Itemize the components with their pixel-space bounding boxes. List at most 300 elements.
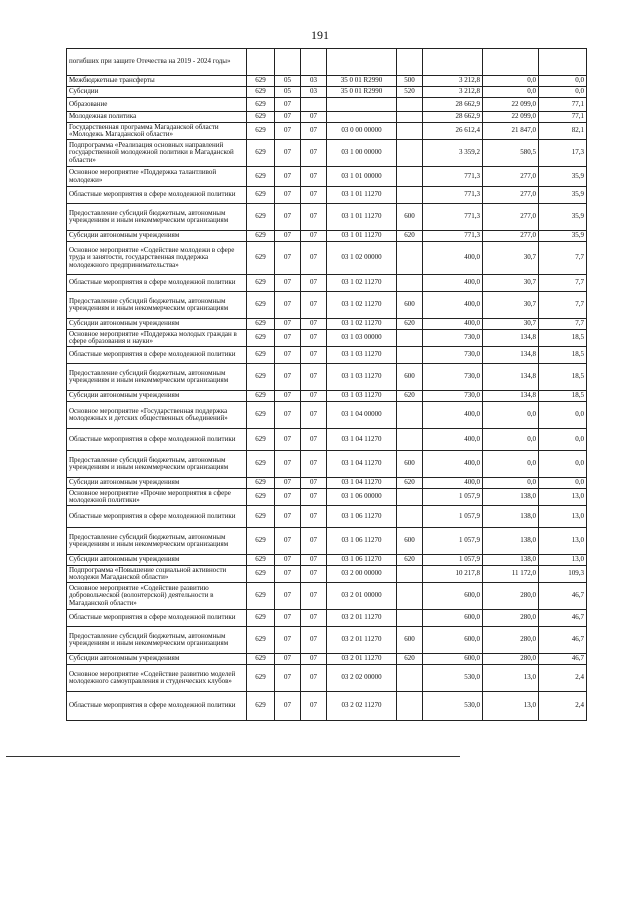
target-article-code: 03 1 03 11270 (327, 391, 397, 402)
section-code: 07 (275, 231, 301, 242)
table-row (67, 566, 587, 583)
executed-amount: 134,8 (483, 391, 539, 402)
table-body (67, 49, 587, 721)
subsection-code: 07 (301, 123, 327, 140)
target-article-code (327, 112, 397, 123)
execution-percent: 13,0 (539, 489, 587, 506)
ved-code: 629 (247, 87, 275, 98)
section-code: 07 (275, 391, 301, 402)
section-code: 07 (275, 528, 301, 555)
target-article-code (327, 98, 397, 112)
table-row (67, 654, 587, 665)
row-name: Молодежная политика (67, 112, 247, 123)
planned-amount: 1 057,9 (423, 528, 483, 555)
section-code: 07 (275, 610, 301, 627)
expense-type-code (397, 112, 423, 123)
executed-amount: 277,0 (483, 231, 539, 242)
section-code: 07 (275, 292, 301, 319)
subsection-code: 07 (301, 140, 327, 167)
planned-amount: 771,3 (423, 231, 483, 242)
expense-type-code (397, 429, 423, 451)
subsection-code: 07 (301, 204, 327, 231)
executed-amount: 22 099,0 (483, 98, 539, 112)
executed-amount: 138,0 (483, 528, 539, 555)
execution-percent: 0,0 (539, 87, 587, 98)
ved-code: 629 (247, 528, 275, 555)
table-row (67, 123, 587, 140)
section-code: 07 (275, 364, 301, 391)
table-row (67, 98, 587, 112)
subsection-code: 07 (301, 319, 327, 330)
row-name: Основное мероприятие «Государственная поддержка молодежных и детских общественных объединений» (67, 402, 247, 429)
execution-percent: 7,7 (539, 275, 587, 292)
planned-amount: 1 057,9 (423, 555, 483, 566)
target-article-code: 03 1 03 11270 (327, 364, 397, 391)
table-row (67, 364, 587, 391)
ved-code: 629 (247, 187, 275, 204)
expense-type-code (397, 140, 423, 167)
row-name: Подпрограмма «Реализация основных направлений государственной молодежной политики в Магаданской области» (67, 140, 247, 167)
table-row (67, 692, 587, 721)
target-article-code: 03 1 02 00000 (327, 242, 397, 275)
subsection-code: 07 (301, 489, 327, 506)
subsection-code: 03 (301, 87, 327, 98)
row-name: Основное мероприятие «Содействие развитию моделей молодежного самоуправления и студенческих клубов» (67, 665, 247, 692)
executed-amount: 138,0 (483, 489, 539, 506)
executed-amount: 0,0 (483, 429, 539, 451)
section-code: 07 (275, 429, 301, 451)
subsection-code: 07 (301, 330, 327, 347)
target-article-code: 03 1 06 11270 (327, 555, 397, 566)
target-article-code: 03 1 03 00000 (327, 330, 397, 347)
planned-amount: 530,0 (423, 692, 483, 721)
target-article-code: 03 2 02 00000 (327, 665, 397, 692)
table-row (67, 187, 587, 204)
row-name: Предоставление субсидий бюджетным, автономным учреждениям и иным некоммерческим организациям (67, 528, 247, 555)
execution-percent: 0,0 (539, 451, 587, 478)
section-code: 07 (275, 489, 301, 506)
row-name: Предоставление субсидий бюджетным, автономным учреждениям и иным некоммерческим организациям (67, 292, 247, 319)
row-name: Предоставление субсидий бюджетным, автономным учреждениям и иным некоммерческим организациям (67, 204, 247, 231)
ved-code: 629 (247, 167, 275, 187)
row-name: Межбюджетные трансферты (67, 76, 247, 87)
target-article-code: 03 1 00 00000 (327, 140, 397, 167)
expense-type-code: 620 (397, 391, 423, 402)
table-row (67, 478, 587, 489)
ved-code: 629 (247, 204, 275, 231)
expense-type-code: 600 (397, 292, 423, 319)
expense-type-code: 600 (397, 627, 423, 654)
section-code: 07 (275, 275, 301, 292)
planned-amount: 400,0 (423, 451, 483, 478)
section-code (275, 49, 301, 76)
execution-percent: 46,7 (539, 583, 587, 610)
expense-type-code: 520 (397, 87, 423, 98)
ved-code (247, 49, 275, 76)
budget-table (66, 48, 587, 721)
subsection-code: 07 (301, 275, 327, 292)
row-name: Субсидии автономным учреждениям (67, 319, 247, 330)
target-article-code: 03 1 03 11270 (327, 347, 397, 364)
subsection-code: 03 (301, 76, 327, 87)
section-code: 07 (275, 167, 301, 187)
subsection-code: 07 (301, 242, 327, 275)
ved-code: 629 (247, 506, 275, 528)
ved-code: 629 (247, 319, 275, 330)
subsection-code: 07 (301, 692, 327, 721)
subsection-code (301, 98, 327, 112)
section-code: 07 (275, 347, 301, 364)
table-row (67, 112, 587, 123)
target-article-code: 03 1 06 11270 (327, 528, 397, 555)
target-article-code: 03 1 04 00000 (327, 402, 397, 429)
row-name: Областные мероприятия в сфере молодежной политики (67, 347, 247, 364)
execution-percent: 18,5 (539, 391, 587, 402)
page-number: 191 (311, 28, 329, 42)
planned-amount: 400,0 (423, 242, 483, 275)
ved-code: 629 (247, 112, 275, 123)
row-name: Субсидии (67, 87, 247, 98)
row-name: погибших при защите Отечества на 2019 - 2024 годы» (67, 49, 247, 76)
section-code: 07 (275, 242, 301, 275)
table-row (67, 555, 587, 566)
execution-percent: 0,0 (539, 429, 587, 451)
target-article-code: 03 1 06 11270 (327, 506, 397, 528)
table-row (67, 665, 587, 692)
executed-amount: 11 172,0 (483, 566, 539, 583)
row-name: Субсидии автономным учреждениям (67, 478, 247, 489)
expense-type-code (397, 330, 423, 347)
execution-percent: 109,3 (539, 566, 587, 583)
execution-percent: 7,7 (539, 242, 587, 275)
row-name: Основное мероприятие «Поддержка молодых граждан в сфере образования и науки» (67, 330, 247, 347)
planned-amount: 730,0 (423, 330, 483, 347)
expense-type-code (397, 275, 423, 292)
planned-amount: 1 057,9 (423, 489, 483, 506)
section-code: 07 (275, 583, 301, 610)
table-row (67, 330, 587, 347)
section-code: 07 (275, 566, 301, 583)
subsection-code: 07 (301, 555, 327, 566)
target-article-code: 03 2 00 00000 (327, 566, 397, 583)
ved-code: 629 (247, 76, 275, 87)
section-code: 05 (275, 87, 301, 98)
expense-type-code (397, 167, 423, 187)
execution-percent: 77,1 (539, 98, 587, 112)
row-name: Субсидии автономным учреждениям (67, 654, 247, 665)
subsection-code: 07 (301, 566, 327, 583)
section-code: 07 (275, 204, 301, 231)
planned-amount (423, 49, 483, 76)
executed-amount: 280,0 (483, 654, 539, 665)
planned-amount: 400,0 (423, 292, 483, 319)
subsection-code: 07 (301, 583, 327, 610)
footer-rule (6, 756, 460, 757)
expense-type-code (397, 665, 423, 692)
row-name: Областные мероприятия в сфере молодежной политики (67, 610, 247, 627)
section-code: 07 (275, 451, 301, 478)
planned-amount: 600,0 (423, 654, 483, 665)
subsection-code (301, 49, 327, 76)
ved-code: 629 (247, 489, 275, 506)
planned-amount: 3 359,2 (423, 140, 483, 167)
section-code: 07 (275, 319, 301, 330)
row-name: Основное мероприятие «Содействие развитию добровольческой (волонтерской) деятельности в Магаданской области» (67, 583, 247, 610)
section-code: 07 (275, 555, 301, 566)
section-code: 07 (275, 692, 301, 721)
target-article-code: 03 1 04 11270 (327, 429, 397, 451)
row-name: Основное мероприятие «Прочие мероприятия в сфере молодежной политики» (67, 489, 247, 506)
planned-amount: 400,0 (423, 478, 483, 489)
ved-code: 629 (247, 364, 275, 391)
subsection-code: 07 (301, 347, 327, 364)
planned-amount: 400,0 (423, 429, 483, 451)
expense-type-code (397, 123, 423, 140)
section-code: 07 (275, 112, 301, 123)
expense-type-code: 620 (397, 555, 423, 566)
planned-amount: 1 057,9 (423, 506, 483, 528)
target-article-code: 35 0 01 R2990 (327, 76, 397, 87)
execution-percent: 13,0 (539, 528, 587, 555)
table-row (67, 610, 587, 627)
ved-code: 629 (247, 98, 275, 112)
planned-amount: 771,3 (423, 187, 483, 204)
target-article-code: 03 1 01 11270 (327, 187, 397, 204)
expense-type-code (397, 402, 423, 429)
target-article-code: 03 2 01 11270 (327, 627, 397, 654)
ved-code: 629 (247, 610, 275, 627)
table-row (67, 319, 587, 330)
expense-type-code (397, 98, 423, 112)
table-row (67, 391, 587, 402)
target-article-code: 03 1 04 11270 (327, 451, 397, 478)
planned-amount: 26 612,4 (423, 123, 483, 140)
executed-amount: 13,0 (483, 692, 539, 721)
expense-type-code (397, 583, 423, 610)
execution-percent: 18,5 (539, 347, 587, 364)
subsection-code: 07 (301, 528, 327, 555)
subsection-code: 07 (301, 167, 327, 187)
section-code: 07 (275, 140, 301, 167)
planned-amount: 600,0 (423, 583, 483, 610)
row-name: Субсидии автономным учреждениям (67, 555, 247, 566)
executed-amount: 277,0 (483, 167, 539, 187)
execution-percent: 13,0 (539, 506, 587, 528)
row-name: Областные мероприятия в сфере молодежной политики (67, 506, 247, 528)
planned-amount: 771,3 (423, 204, 483, 231)
executed-amount: 580,5 (483, 140, 539, 167)
executed-amount: 277,0 (483, 187, 539, 204)
table-row (67, 49, 587, 76)
execution-percent: 18,5 (539, 330, 587, 347)
executed-amount (483, 49, 539, 76)
executed-amount: 0,0 (483, 478, 539, 489)
ved-code: 629 (247, 330, 275, 347)
expense-type-code: 600 (397, 528, 423, 555)
execution-percent: 77,1 (539, 112, 587, 123)
planned-amount: 3 212,8 (423, 76, 483, 87)
planned-amount: 730,0 (423, 364, 483, 391)
row-name: Предоставление субсидий бюджетным, автономным учреждениям и иным некоммерческим организациям (67, 364, 247, 391)
section-code: 07 (275, 478, 301, 489)
subsection-code: 07 (301, 654, 327, 665)
execution-percent: 0,0 (539, 402, 587, 429)
expense-type-code: 600 (397, 204, 423, 231)
executed-amount: 30,7 (483, 292, 539, 319)
executed-amount: 22 099,0 (483, 112, 539, 123)
executed-amount: 280,0 (483, 610, 539, 627)
executed-amount: 0,0 (483, 76, 539, 87)
target-article-code: 03 1 06 00000 (327, 489, 397, 506)
execution-percent: 35,9 (539, 167, 587, 187)
target-article-code: 03 2 02 11270 (327, 692, 397, 721)
planned-amount: 530,0 (423, 665, 483, 692)
expense-type-code: 620 (397, 478, 423, 489)
table-row (67, 231, 587, 242)
row-name: Областные мероприятия в сфере молодежной политики (67, 692, 247, 721)
ved-code: 629 (247, 654, 275, 665)
row-name: Областные мероприятия в сфере молодежной политики (67, 429, 247, 451)
subsection-code: 07 (301, 292, 327, 319)
planned-amount: 3 212,8 (423, 87, 483, 98)
target-article-code: 03 1 02 11270 (327, 319, 397, 330)
subsection-code: 07 (301, 112, 327, 123)
expense-type-code (397, 489, 423, 506)
table-row (67, 204, 587, 231)
expense-type-code (397, 49, 423, 76)
target-article-code: 03 2 01 00000 (327, 583, 397, 610)
subsection-code: 07 (301, 610, 327, 627)
planned-amount: 730,0 (423, 347, 483, 364)
table-row (67, 429, 587, 451)
executed-amount: 30,7 (483, 275, 539, 292)
ved-code: 629 (247, 123, 275, 140)
executed-amount: 134,8 (483, 364, 539, 391)
section-code: 07 (275, 98, 301, 112)
ved-code: 629 (247, 429, 275, 451)
expense-type-code: 620 (397, 231, 423, 242)
expense-type-code: 620 (397, 319, 423, 330)
execution-percent: 0,0 (539, 478, 587, 489)
subsection-code: 07 (301, 478, 327, 489)
table-row (67, 583, 587, 610)
row-name: Областные мероприятия в сфере молодежной политики (67, 275, 247, 292)
executed-amount: 13,0 (483, 665, 539, 692)
expense-type-code (397, 506, 423, 528)
row-name: Предоставление субсидий бюджетным, автономным учреждениям и иным некоммерческим организациям (67, 451, 247, 478)
ved-code: 629 (247, 627, 275, 654)
table-row (67, 627, 587, 654)
planned-amount: 28 662,9 (423, 98, 483, 112)
ved-code: 629 (247, 347, 275, 364)
expense-type-code (397, 610, 423, 627)
target-article-code: 35 0 01 R2990 (327, 87, 397, 98)
ved-code: 629 (247, 451, 275, 478)
execution-percent: 13,0 (539, 555, 587, 566)
executed-amount: 134,8 (483, 347, 539, 364)
planned-amount: 730,0 (423, 391, 483, 402)
subsection-code: 07 (301, 451, 327, 478)
target-article-code: 03 1 01 00000 (327, 167, 397, 187)
expense-type-code (397, 242, 423, 275)
table-row (67, 528, 587, 555)
executed-amount: 277,0 (483, 204, 539, 231)
section-code: 07 (275, 402, 301, 429)
ved-code: 629 (247, 583, 275, 610)
execution-percent: 35,9 (539, 187, 587, 204)
section-code: 07 (275, 187, 301, 204)
target-article-code: 03 0 00 00000 (327, 123, 397, 140)
planned-amount: 28 662,9 (423, 112, 483, 123)
execution-percent: 7,7 (539, 292, 587, 319)
ved-code: 629 (247, 665, 275, 692)
subsection-code: 07 (301, 627, 327, 654)
executed-amount: 280,0 (483, 583, 539, 610)
executed-amount: 280,0 (483, 627, 539, 654)
ved-code: 629 (247, 140, 275, 167)
executed-amount: 134,8 (483, 330, 539, 347)
row-name: Государственная программа Магаданской области «Молодежь Магаданской области» (67, 123, 247, 140)
row-name: Основное мероприятие «Содействие молодежи в сфере труда и занятости, государственная поддержка молодежного предпринимательства» (67, 242, 247, 275)
expense-type-code (397, 347, 423, 364)
execution-percent: 35,9 (539, 204, 587, 231)
subsection-code: 07 (301, 665, 327, 692)
subsection-code: 07 (301, 364, 327, 391)
table-row (67, 347, 587, 364)
executed-amount: 30,7 (483, 319, 539, 330)
execution-percent: 46,7 (539, 627, 587, 654)
ved-code: 629 (247, 275, 275, 292)
ved-code: 629 (247, 692, 275, 721)
subsection-code: 07 (301, 506, 327, 528)
subsection-code: 07 (301, 231, 327, 242)
planned-amount: 400,0 (423, 402, 483, 429)
target-article-code: 03 1 02 11270 (327, 292, 397, 319)
table-row (67, 451, 587, 478)
row-name: Субсидии автономным учреждениям (67, 231, 247, 242)
expense-type-code: 600 (397, 364, 423, 391)
ved-code: 629 (247, 391, 275, 402)
executed-amount: 0,0 (483, 402, 539, 429)
executed-amount: 0,0 (483, 451, 539, 478)
ved-code: 629 (247, 231, 275, 242)
subsection-code: 07 (301, 187, 327, 204)
subsection-code: 07 (301, 402, 327, 429)
execution-percent: 0,0 (539, 76, 587, 87)
table-row (67, 402, 587, 429)
section-code: 07 (275, 627, 301, 654)
row-name: Областные мероприятия в сфере молодежной политики (67, 187, 247, 204)
planned-amount: 771,3 (423, 167, 483, 187)
target-article-code (327, 49, 397, 76)
section-code: 05 (275, 76, 301, 87)
target-article-code: 03 2 01 11270 (327, 610, 397, 627)
row-name: Предоставление субсидий бюджетным, автономным учреждениям и иным некоммерческим организациям (67, 627, 247, 654)
execution-percent: 46,7 (539, 654, 587, 665)
ved-code: 629 (247, 242, 275, 275)
ved-code: 629 (247, 555, 275, 566)
ved-code: 629 (247, 478, 275, 489)
executed-amount: 138,0 (483, 555, 539, 566)
table-row (67, 242, 587, 275)
target-article-code: 03 1 02 11270 (327, 275, 397, 292)
table-row (67, 292, 587, 319)
executed-amount: 0,0 (483, 87, 539, 98)
planned-amount: 400,0 (423, 319, 483, 330)
planned-amount: 600,0 (423, 627, 483, 654)
target-article-code: 03 2 01 11270 (327, 654, 397, 665)
expense-type-code: 500 (397, 76, 423, 87)
